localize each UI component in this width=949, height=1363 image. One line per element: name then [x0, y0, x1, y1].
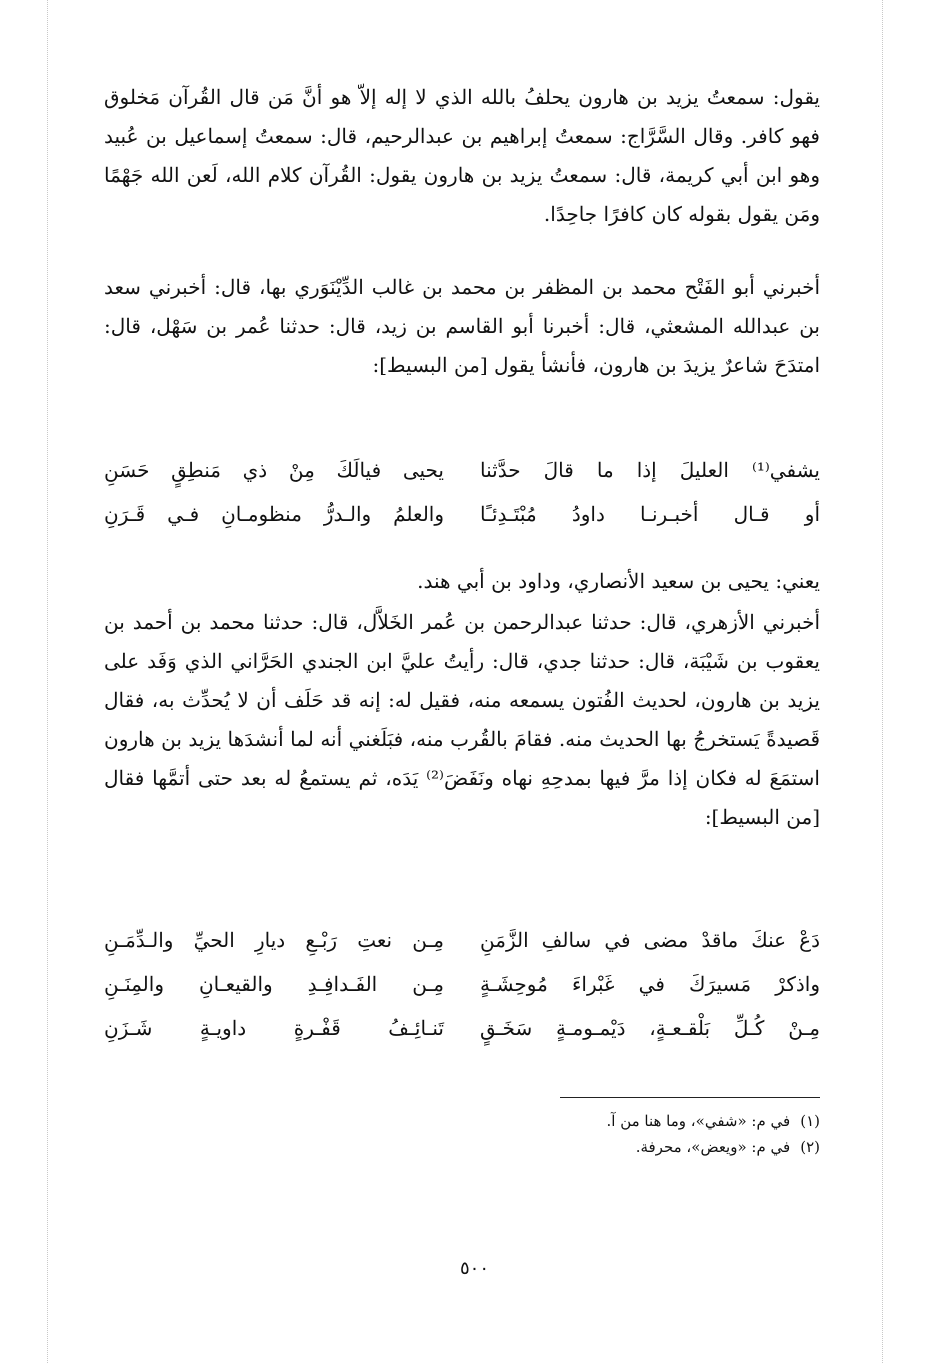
paragraph-1-text: يقول: سمعتُ يزيد بن هارون يحلفُ بالله الذي لا إله إلاّ هو أنَّ مَن قال القُرآن مَخلوق فهو كافر. وقال السَّرَّاج: سمعتُ إبراهيم بن عبدالرحيم، قال: سمعتُ إسماعيل بن عُبيد وهو ابن أبي كريمة، قال: سمعتُ يزيد بن هارون يقول: القُرآن كلام الله، لَعن الله جَهْمًا ومَن يقول بقوله كان كافرًا جاحِدًا. [104, 85, 820, 226]
paragraph-4 [104, 603, 820, 837]
footnote-text: في م: «شفي»، وما هنا من آ. [606, 1112, 791, 1130]
hemistich-left: والعلمُ والـدرُّ منظومـانِ فـي قَـرَنِ [104, 502, 444, 526]
footnote [400, 1134, 820, 1160]
paragraph-3-text: يعني: يحيى بن سعيد الأنصاري، وداود بن أبي هند. [417, 569, 820, 593]
scan-margin-right [882, 0, 884, 1363]
paragraph-4-text: أخبرني الأزهري، قال: حدثنا عبدالرحمن بن عُمر الخَلاَّل، قال: حدثنا محمد بن أحمد بن يعقوب بن شَيْبَة، قال: حدثنا جدي، قال: رأيتُ عليَّ ابن الجندي الحَرَّاني الذي وَفَد على يزيد بن هارون، لحديث الفُتون يسمعه منه، فقيل له: إنه قد حَلَف أن لا يُحدِّث به، فقال قَصيدةً يَستخرجُ بها الحديث منه. فقامَ بالقُرب منه، فبَلَغني أنه لما أنشدَها يزيد بن هارون استمَعَ له فكان إذا مرَّ فيها بمدحِهِ نهاه ونَفَضَ⁽²⁾ يَدَه، ثم يستمعُ له بعد حتى أتمَّها فقال [من البسيط]: [104, 610, 820, 829]
hemistich-left: تَنـائِـفُ قَفْـرةٍ داويـةٍ شَـزَنِ [104, 1016, 444, 1040]
scan-margin-left [47, 0, 49, 1363]
verse [104, 918, 820, 962]
hemistich-right: يشفي⁽¹⁾ العليلَ إذا ما قالَ حدَّثنا [480, 458, 820, 482]
footnote-text: في م: «ويعض»، محرفة. [635, 1138, 791, 1156]
hemistich-left: مِـن نعتِ رَبْـعِ ديارِ الحيِّ والـدِّمَـنِ [104, 928, 444, 952]
hemistich-right: مِـنْ كُـلِّ بَلْقـعـةٍ، دَيْمـومـةٍ سَخَـقٍ [480, 1016, 820, 1040]
hemistich-right: واذكرْ مَسيرَكَ في غَبْراءَ مُوحِشَـةٍ [480, 972, 820, 996]
verse [104, 492, 820, 536]
hemistich-left: يحيى فيالَكَ مِنْ ذي مَنطِقٍ حَسَنِ [104, 458, 444, 482]
paragraph-2-text: أخبرني أبو الفَتْح محمد بن المظفر بن محمد بن غالب الدِّيْنَوَري بها، قال: أخبرني سعد بن عبدالله المشعثي، قال: أخبرنا أبو القاسم بن زيد، قال: حدثنا عُمر بن سَهْل، قال: امتدَحَ شاعرٌ يزيدَ بن هارون، فأنشأ يقول [من البسيط]: [104, 275, 820, 377]
paragraph-1 [104, 78, 820, 234]
hemistich-left: مِـن الفَـدافِـدِ والقيعـانِ والمِنَـنِ [104, 972, 444, 996]
hemistich-right: أو قـال أخبـرنـا داودُ مُبْتَـدِئـًا [480, 502, 820, 526]
footnote [400, 1108, 820, 1134]
page-number: ٥٠٠ [459, 1258, 489, 1279]
verse [104, 448, 820, 492]
footnote-number: (١) [800, 1112, 820, 1130]
paragraph-3 [104, 562, 820, 601]
paragraph-2 [104, 268, 820, 385]
hemistich-right: دَعْ عنكَ ماقدْ مضى في سالفِ الزَّمَنِ [480, 928, 820, 952]
poem-2 [104, 918, 820, 1050]
footnote-divider [560, 1097, 820, 1098]
poem-1 [104, 448, 820, 536]
footnotes [400, 1108, 820, 1160]
verse [104, 962, 820, 1006]
footnote-number: (٢) [800, 1138, 820, 1156]
verse [104, 1006, 820, 1050]
